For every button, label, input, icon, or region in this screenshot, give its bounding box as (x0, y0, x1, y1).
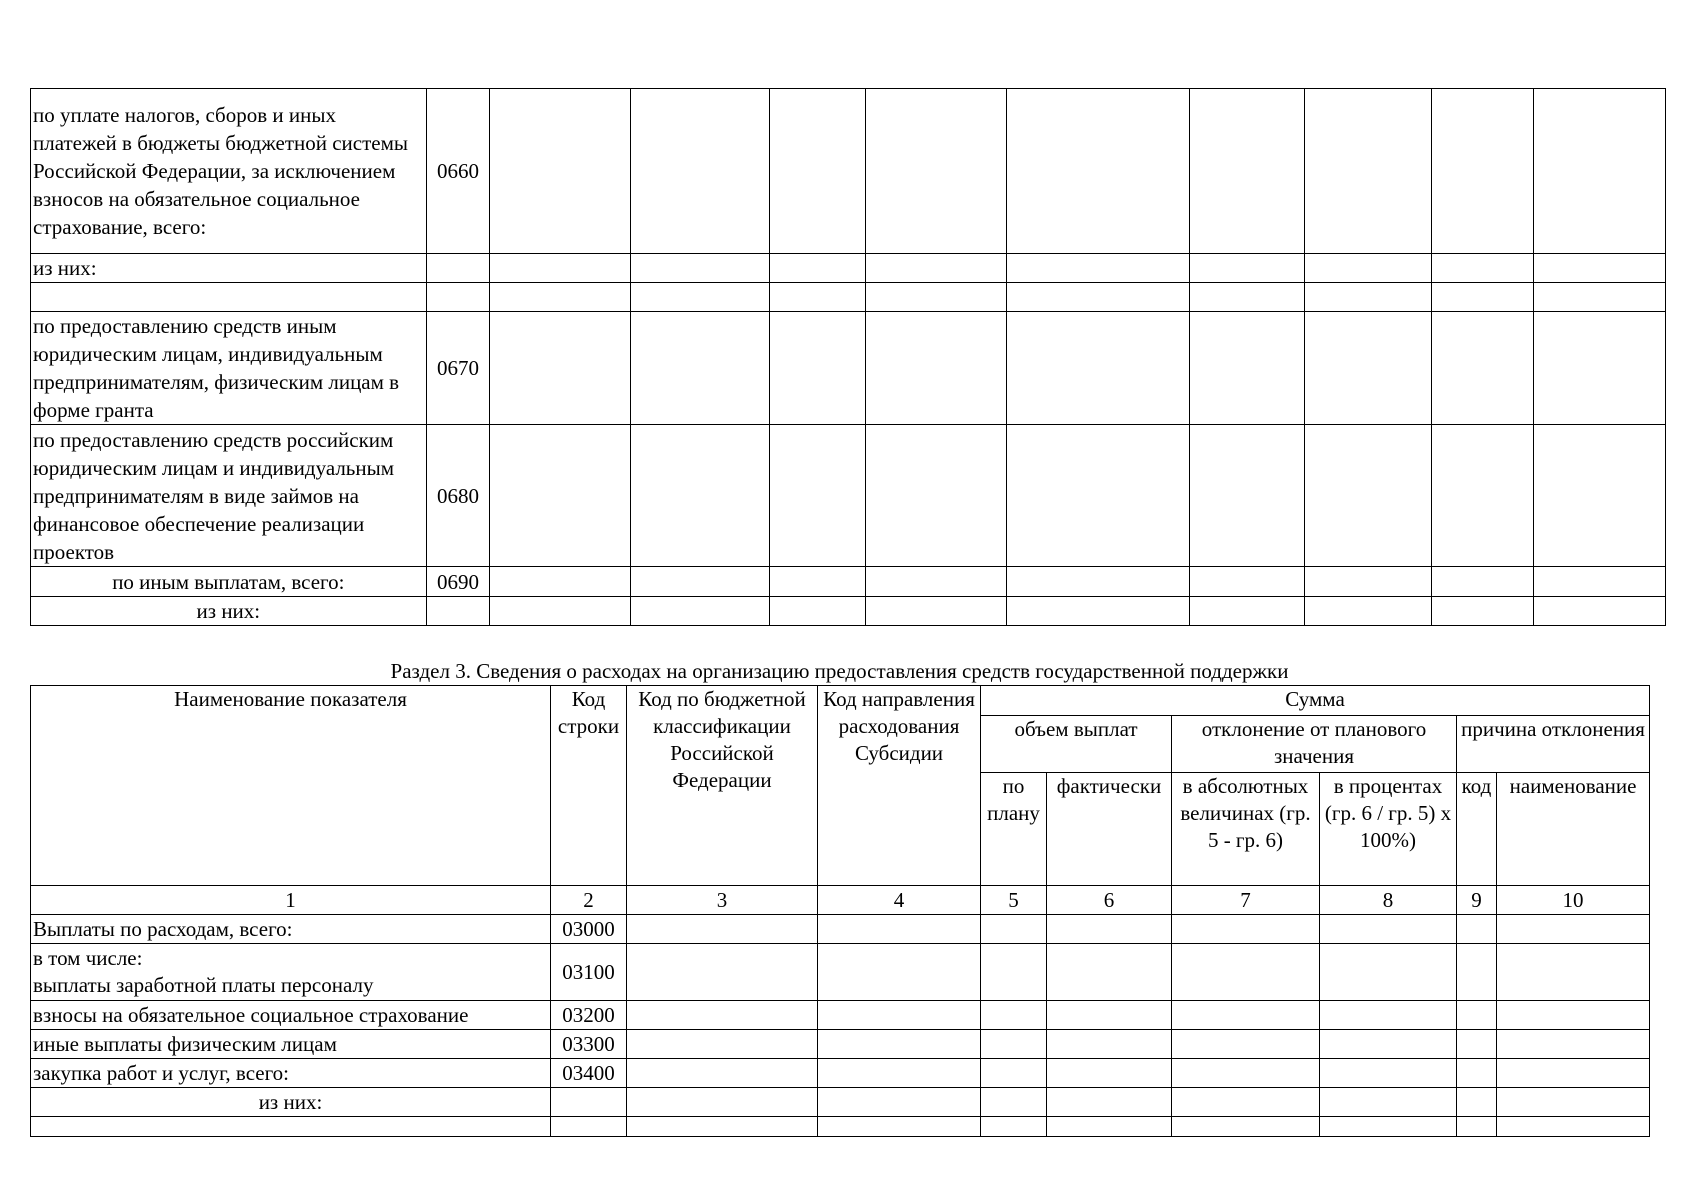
value-cell[interactable] (1172, 1001, 1320, 1030)
table-row (31, 915, 1650, 944)
header-percent: в процентах (гр. 6 / гр. 5) x 100%) (1320, 773, 1457, 886)
header-direction-code: Код направления расходования Субсидии (818, 686, 981, 886)
value-cell[interactable] (490, 89, 631, 254)
value-cell[interactable] (866, 597, 1007, 626)
value-cell[interactable] (866, 254, 1007, 283)
value-cell[interactable] (1007, 254, 1190, 283)
value-cell[interactable] (1047, 1088, 1172, 1117)
table-row (31, 89, 1666, 254)
value-cell[interactable] (1007, 425, 1190, 567)
value-cell[interactable] (631, 597, 770, 626)
value-cell[interactable] (770, 89, 866, 254)
previous-section-table (30, 88, 1666, 626)
value-cell[interactable] (1320, 1088, 1457, 1117)
header-reason-code: код (1457, 773, 1497, 886)
row-code: 03200 (551, 1001, 627, 1030)
column-number: 1 (31, 886, 551, 915)
value-cell[interactable] (627, 1059, 818, 1088)
value-cell[interactable] (1534, 254, 1666, 283)
value-cell[interactable] (1320, 1001, 1457, 1030)
value-cell[interactable] (1172, 1030, 1320, 1059)
value-cell[interactable] (1189, 312, 1304, 425)
value-cell[interactable] (1189, 425, 1304, 567)
value-cell[interactable] (1189, 254, 1304, 283)
value-cell[interactable] (1320, 1117, 1457, 1137)
value-cell[interactable] (1497, 1117, 1650, 1137)
value-cell[interactable] (631, 283, 770, 312)
value-cell[interactable] (866, 312, 1007, 425)
row-name: по предоставлению средств иным юридическим лицам, индивидуальным предпринимателям, физическим лицам в форме гранта (31, 312, 427, 425)
table-row (31, 597, 1666, 626)
row-name: по иным выплатам, всего: (31, 567, 427, 597)
value-cell[interactable] (1432, 597, 1534, 626)
header-absolute: в абсолютных величинах (гр. 5 - гр. 6) (1172, 773, 1320, 886)
value-cell[interactable] (1497, 915, 1650, 944)
value-cell[interactable] (981, 944, 1047, 1001)
value-cell[interactable] (1304, 567, 1431, 597)
value-cell[interactable] (627, 1117, 818, 1137)
row-code (426, 597, 490, 626)
value-cell[interactable] (490, 597, 631, 626)
value-cell[interactable] (631, 425, 770, 567)
value-cell[interactable] (770, 254, 866, 283)
header-sum: Сумма (981, 686, 1650, 716)
table-row (31, 425, 1666, 567)
value-cell[interactable] (1497, 1088, 1650, 1117)
value-cell[interactable] (818, 1030, 981, 1059)
value-cell[interactable] (818, 1001, 981, 1030)
table-row (31, 1001, 1650, 1030)
value-cell[interactable] (818, 1059, 981, 1088)
value-cell[interactable] (818, 1117, 981, 1137)
value-cell[interactable] (1304, 312, 1431, 425)
value-cell[interactable] (981, 1088, 1047, 1117)
value-cell[interactable] (1497, 944, 1650, 1001)
row-code: 03400 (551, 1059, 627, 1088)
value-cell[interactable] (1172, 915, 1320, 944)
value-cell[interactable] (627, 1001, 818, 1030)
table-row (31, 1088, 1650, 1117)
row-name: из них: (31, 1088, 551, 1117)
value-cell[interactable] (490, 254, 631, 283)
value-cell[interactable] (1497, 1030, 1650, 1059)
column-number: 3 (627, 886, 818, 915)
value-cell[interactable] (490, 283, 631, 312)
value-cell[interactable] (627, 1030, 818, 1059)
value-cell[interactable] (1304, 597, 1431, 626)
value-cell[interactable] (818, 1088, 981, 1117)
value-cell[interactable] (1189, 567, 1304, 597)
value-cell[interactable] (1534, 312, 1666, 425)
table-row (31, 1117, 1650, 1137)
row-name (31, 283, 427, 312)
value-cell[interactable] (1534, 425, 1666, 567)
table-row (31, 283, 1666, 312)
row-code: 0690 (426, 567, 490, 597)
value-cell[interactable] (1320, 944, 1457, 1001)
row-code (426, 283, 490, 312)
value-cell[interactable] (770, 597, 866, 626)
value-cell[interactable] (627, 944, 818, 1001)
row-name (31, 1117, 551, 1137)
value-cell[interactable] (1304, 283, 1431, 312)
value-cell[interactable] (1047, 915, 1172, 944)
header-row (31, 686, 1650, 716)
value-cell[interactable] (1457, 1088, 1497, 1117)
value-cell[interactable] (1047, 1059, 1172, 1088)
column-number: 2 (551, 886, 627, 915)
value-cell[interactable] (1432, 425, 1534, 567)
value-cell[interactable] (1007, 283, 1190, 312)
value-cell[interactable] (1457, 1117, 1497, 1137)
row-name: иные выплаты физическим лицам (31, 1030, 551, 1059)
value-cell[interactable] (1457, 1030, 1497, 1059)
header-plan: по плану (981, 773, 1047, 886)
value-cell[interactable] (981, 1001, 1047, 1030)
table-row (31, 567, 1666, 597)
value-cell[interactable] (1457, 1059, 1497, 1088)
value-cell[interactable] (1497, 1001, 1650, 1030)
value-cell[interactable] (1432, 567, 1534, 597)
row-name: Выплаты по расходам, всего: (31, 915, 551, 944)
value-cell[interactable] (770, 283, 866, 312)
header-budget-code: Код по бюджетной классификации Российской Федерации (627, 686, 818, 886)
value-cell[interactable] (1047, 1117, 1172, 1137)
value-cell[interactable] (1432, 254, 1534, 283)
value-cell[interactable] (631, 254, 770, 283)
value-cell[interactable] (981, 915, 1047, 944)
value-cell[interactable] (770, 312, 866, 425)
row-name: взносы на обязательное социальное страхование (31, 1001, 551, 1030)
row-name: в том числе: выплаты заработной платы персоналу (31, 944, 551, 1001)
value-cell[interactable] (866, 89, 1007, 254)
value-cell[interactable] (1047, 1001, 1172, 1030)
value-cell[interactable] (866, 283, 1007, 312)
row-code (551, 1088, 627, 1117)
header-deviation: отклонение от планового значения (1172, 716, 1457, 773)
column-number-row (31, 886, 1650, 915)
value-cell[interactable] (1534, 89, 1666, 254)
value-cell[interactable] (1047, 1030, 1172, 1059)
row-code: 0660 (426, 89, 490, 254)
row-code: 03300 (551, 1030, 627, 1059)
value-cell[interactable] (1320, 1030, 1457, 1059)
value-cell[interactable] (1320, 915, 1457, 944)
value-cell[interactable] (1189, 89, 1304, 254)
table-row (31, 944, 1650, 1001)
value-cell[interactable] (1534, 567, 1666, 597)
header-volume: объем выплат (981, 716, 1172, 773)
value-cell[interactable] (627, 915, 818, 944)
value-cell[interactable] (1304, 425, 1431, 567)
value-cell[interactable] (1534, 597, 1666, 626)
column-number: 8 (1320, 886, 1457, 915)
value-cell[interactable] (490, 567, 631, 597)
value-cell[interactable] (1172, 1117, 1320, 1137)
table-row (31, 1030, 1650, 1059)
value-cell[interactable] (1534, 283, 1666, 312)
value-cell[interactable] (1007, 597, 1190, 626)
value-cell[interactable] (981, 1059, 1047, 1088)
value-cell[interactable] (1457, 944, 1497, 1001)
column-number: 4 (818, 886, 981, 915)
value-cell[interactable] (1304, 89, 1431, 254)
value-cell[interactable] (627, 1088, 818, 1117)
value-cell[interactable] (1457, 915, 1497, 944)
value-cell[interactable] (1007, 89, 1190, 254)
value-cell[interactable] (1172, 944, 1320, 1001)
column-number: 9 (1457, 886, 1497, 915)
section3-table (30, 685, 1650, 1137)
value-cell[interactable] (818, 944, 981, 1001)
header-reason: причина отклонения (1457, 716, 1650, 773)
value-cell[interactable] (818, 915, 981, 944)
header-name: Наименование показателя (31, 686, 551, 886)
value-cell[interactable] (1172, 1088, 1320, 1117)
value-cell[interactable] (770, 425, 866, 567)
value-cell[interactable] (981, 1117, 1047, 1137)
value-cell[interactable] (1047, 944, 1172, 1001)
value-cell[interactable] (1432, 89, 1534, 254)
value-cell[interactable] (1497, 1059, 1650, 1088)
row-code: 03000 (551, 915, 627, 944)
column-number: 5 (981, 886, 1047, 915)
value-cell[interactable] (770, 567, 866, 597)
row-name: из них: (31, 254, 427, 283)
row-name: из них: (31, 597, 427, 626)
value-cell[interactable] (866, 567, 1007, 597)
column-number: 6 (1047, 886, 1172, 915)
column-number: 10 (1497, 886, 1650, 915)
value-cell[interactable] (490, 425, 631, 567)
value-cell[interactable] (1304, 254, 1431, 283)
table-row (31, 254, 1666, 283)
column-number: 7 (1172, 886, 1320, 915)
row-code: 0670 (426, 312, 490, 425)
value-cell[interactable] (631, 567, 770, 597)
value-cell[interactable] (1172, 1059, 1320, 1088)
row-code (551, 1117, 627, 1137)
value-cell[interactable] (1189, 597, 1304, 626)
value-cell[interactable] (1007, 312, 1190, 425)
value-cell[interactable] (631, 312, 770, 425)
value-cell[interactable] (1007, 567, 1190, 597)
row-name: закупка работ и услуг, всего: (31, 1059, 551, 1088)
value-cell[interactable] (1320, 1059, 1457, 1088)
row-name: по уплате налогов, сборов и иных платежей в бюджеты бюджетной системы Российской Федерации, за исключением взносов на обязательное социальное страхование, всего: (31, 89, 427, 254)
row-name: по предоставлению средств российским юридическим лицам и индивидуальным предпринимателям в виде займов на финансовое обеспечение реализации проектов (31, 425, 427, 567)
row-code: 0680 (426, 425, 490, 567)
table-row (31, 1059, 1650, 1088)
header-reason-name: наименование (1497, 773, 1650, 886)
value-cell[interactable] (1457, 1001, 1497, 1030)
value-cell[interactable] (1432, 283, 1534, 312)
header-actual: фактически (1047, 773, 1172, 886)
header-row-code: Код строки (551, 686, 627, 886)
value-cell[interactable] (866, 425, 1007, 567)
value-cell[interactable] (1432, 312, 1534, 425)
value-cell[interactable] (981, 1030, 1047, 1059)
row-code (426, 254, 490, 283)
row-code: 03100 (551, 944, 627, 1001)
table-row (31, 312, 1666, 425)
section-title: Раздел 3. Сведения о расходах на организацию предоставления средств государственной поддержки (390, 659, 1289, 683)
value-cell[interactable] (490, 312, 631, 425)
value-cell[interactable] (1189, 283, 1304, 312)
value-cell[interactable] (631, 89, 770, 254)
